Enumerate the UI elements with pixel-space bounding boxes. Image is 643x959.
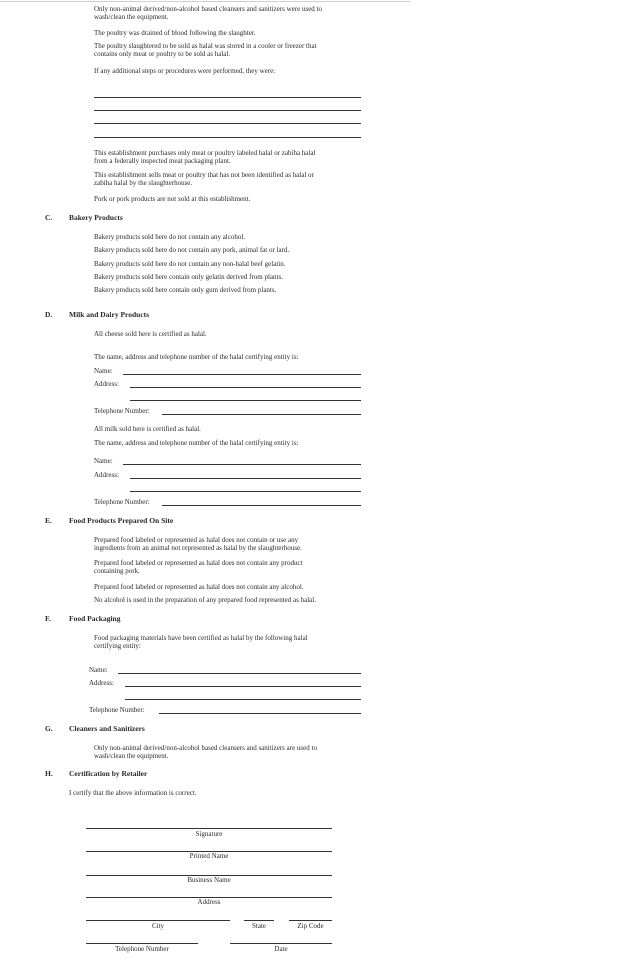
address-field-2-line2[interactable] (130, 491, 361, 492)
address-field-3[interactable] (125, 686, 361, 687)
state-label: State (252, 922, 266, 930)
bakery-item: Bakery products sold here do not contain any non-halal beef gelatin. (94, 260, 286, 268)
milk-line: All milk sold here is certified as halal. (94, 425, 201, 433)
certifier-prompt-1: The name, address and telephone number of the halal certifying entity is: (94, 353, 299, 361)
name-label: Name: (94, 457, 113, 465)
name-field-3[interactable] (118, 673, 361, 674)
packaging-text-cont: certifying entity: (94, 642, 141, 650)
section-d-letter: D. (45, 310, 53, 319)
storage-line: The poultry slaughtered to be sold as halal was stored in a cooler or freezer that (94, 42, 317, 50)
printed-name-label: Printed Name (189, 852, 229, 860)
prepared-item-1-cont: ingredients from an animal not represented as halal by the slaughterhouse. (94, 544, 302, 552)
blood-drained-line: The poultry was drained of blood following the slaughter. (94, 29, 256, 37)
cleaners-text-cont: wash/clean the equipment. (94, 752, 169, 760)
section-f-title: Food Packaging (69, 614, 121, 623)
section-d-title: Milk and Dairy Products (69, 310, 150, 319)
address-field-1-line2[interactable] (130, 400, 361, 401)
address-label: Address: (89, 679, 114, 687)
address-label-sig: Address (197, 898, 221, 906)
section-h-title: Certification by Retailer (69, 769, 148, 778)
section-f-letter: F. (45, 614, 51, 623)
prepared-item-2-cont: containing pork. (94, 567, 140, 575)
zip-label: Zip Code (297, 922, 324, 930)
city-field[interactable] (86, 920, 230, 921)
bakery-item: Bakery products sold here contain only gum derived from plants. (94, 286, 277, 294)
section-c-letter: C. (45, 213, 53, 222)
prepared-item-4: No alcohol is used in the preparation of any prepared food represented as halal. (94, 596, 316, 604)
cleansers-line-cont: wash/clean the equipment. (94, 13, 169, 21)
signature-label: Signature (195, 830, 223, 838)
additional-steps-prompt: If any additional steps or procedures were performed, they were: (94, 67, 276, 75)
cheese-line: All cheese sold here is certified as halal. (94, 330, 207, 338)
certify-statement: I certify that the above information is correct. (69, 789, 197, 797)
business-name-label: Business Name (187, 876, 231, 884)
name-label: Name: (94, 367, 113, 375)
prepared-item-3: Prepared food labeled or represented as halal does not contain any alcohol. (94, 583, 304, 591)
telephone-field[interactable] (86, 943, 198, 944)
phone-field-2[interactable] (162, 505, 361, 506)
sells-line: This establishment sells meat or poultry that has not been identified as halal or (94, 171, 314, 179)
phone-field-3[interactable] (159, 713, 361, 714)
section-e-letter: E. (45, 516, 52, 525)
bakery-item: Bakery products sold here do not contain any alcohol. (94, 233, 246, 241)
phone-label: Telephone Number: (94, 407, 150, 415)
zip-field[interactable] (289, 920, 332, 921)
packaging-text: Food packaging materials have been certified as halal by the following halal (94, 634, 308, 642)
prepared-item-2: Prepared food labeled or represented as halal does not contain any product (94, 559, 303, 567)
address-field-3-line2[interactable] (125, 699, 361, 700)
cleansers-line: Only non-animal derived/non-alcohol based cleansers and sanitizers were used to (94, 5, 323, 13)
phone-label: Telephone Number: (94, 498, 150, 506)
page-top-rule (0, 1, 410, 2)
name-field-1[interactable] (123, 374, 361, 375)
address-field-2[interactable] (130, 478, 361, 479)
name-label: Name: (89, 666, 108, 674)
address-field-1[interactable] (130, 387, 361, 388)
section-e-title: Food Products Prepared On Site (69, 516, 174, 525)
city-label: City (151, 922, 165, 930)
pork-line: Pork or pork products are not sold at this establishment. (94, 195, 251, 203)
telephone-label: Telephone Number (115, 945, 169, 953)
address-label: Address: (94, 380, 119, 388)
phone-field-1[interactable] (162, 414, 361, 415)
additional-steps-line-4[interactable] (94, 137, 361, 138)
date-field[interactable] (230, 943, 332, 944)
purchases-line-cont: from a federally inspected meat packaging plant. (94, 157, 231, 165)
sells-line-cont: zabiha halal by the slaughterhouse. (94, 179, 193, 187)
section-h-letter: H. (45, 769, 53, 778)
prepared-item-1: Prepared food labeled or represented as halal does not contain or use any (94, 536, 299, 544)
additional-steps-line-1[interactable] (94, 97, 361, 98)
address-label: Address: (94, 471, 119, 479)
state-field[interactable] (244, 920, 274, 921)
cleaners-text: Only non-animal derived/non-alcohol based cleansers and sanitizers are used to (94, 744, 317, 752)
name-field-2[interactable] (123, 464, 361, 465)
section-g-title: Cleaners and Sanitizers (69, 724, 145, 733)
certifier-prompt-2: The name, address and telephone number of the halal certifying entity is: (94, 439, 299, 447)
bakery-item: Bakery products sold here contain only gelatin derived from plants. (94, 273, 283, 281)
phone-label: Telephone Number: (89, 706, 145, 714)
bakery-item: Bakery products sold here do not contain any pork, animal fat or lard. (94, 246, 290, 254)
date-label: Date (274, 945, 288, 953)
additional-steps-line-2[interactable] (94, 110, 361, 111)
section-g-letter: G. (45, 724, 53, 733)
additional-steps-line-3[interactable] (94, 123, 361, 124)
signature-field[interactable] (86, 828, 332, 829)
storage-line-cont: contains only meat or poultry to be sold as halal. (94, 50, 231, 58)
purchases-line: This establishment purchases only meat or poultry labeled halal or zabiha halal (94, 149, 316, 157)
section-c-title: Bakery Products (69, 213, 123, 222)
